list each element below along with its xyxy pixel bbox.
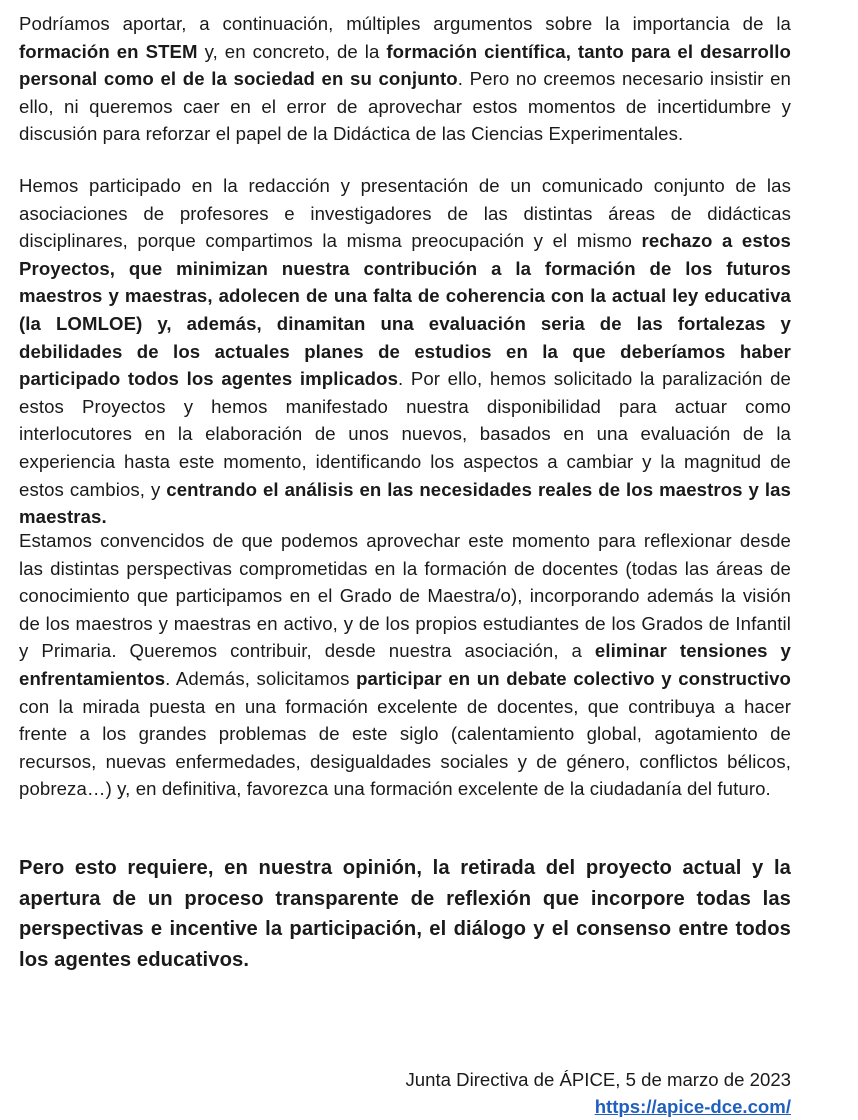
text-run: y, en concreto, de la	[197, 40, 387, 62]
paragraph-stem-formation	[19, 10, 791, 148]
text-run: . Además, solicitamos	[165, 667, 357, 689]
bold-text: formación en STEM	[19, 40, 198, 62]
signature-line: Junta Directiva de ÁPICE, 5 de marzo de 2023	[405, 1069, 791, 1090]
text-run: . Pero no creemos necesario insistir en ello, ni queremos caer en el error de aprovechar estos momentos de incertidumbre y discusión para reforzar el papel de la Didáctica de las Ciencias Experimentales.	[19, 68, 792, 145]
paragraph-reflection-debate	[19, 527, 791, 803]
paragraph-conclusion	[19, 853, 791, 975]
bold-text: participar en un debate colectivo y constructivo	[356, 667, 791, 689]
signature-block	[405, 1066, 791, 1120]
website-link[interactable]: https://apice-dce.com/	[594, 1096, 791, 1117]
text-run: con la mirada puesta en una formación excelente de docentes, que contribuya a hacer frente a los grandes problemas de este siglo (calentamiento global, agotamiento de recursos, nuevas enfermedades, desigualdades sociales y de género, conflictos bélicos, pobreza…) y, en definitiva, favorezca una formación excelente de la ciudadanía del futuro.	[19, 695, 791, 800]
text-run: Podríamos aportar, a continuación, múltiples argumentos sobre la importancia de la	[19, 13, 791, 34]
bold-text: formación científica, tanto para el desarrollo personal como el de la sociedad en su conjunto	[19, 40, 791, 90]
bold-text: centrando el análisis en las necesidades reales de los maestros y las maestras.	[19, 478, 791, 528]
text-run: Pero esto requiere, en nuestra opinión, la retirada del proyecto actual y la apertura de un proceso transparente de reflexión que incorpore todas las perspectivas e incentive la participación, el diálogo y el consenso entre todos los agentes educativos.	[19, 857, 791, 971]
text-run: Hemos participado en la redacción y presentación de un comunicado conjunto de las asociaciones de profesores e investigadores de las distintas áreas de didácticas disciplinares, porque compartimos la misma preocupación y el mismo	[19, 175, 791, 252]
bold-text: eliminar tensiones y enfrentamientos	[19, 640, 791, 689]
text-run: Estamos convencidos de que podemos aprovechar este momento para reflexionar desde las distintas perspectivas comprometidas en la formación de docentes (todas las áreas de conocimiento que participamos en el Grado de Maestra/o), incorporando además la visión de los maestros y maestras en activo, y de los propios estudiantes de los Grados de Infantil y Primaria. Queremos contribuir, desde nuestra asociación, a	[19, 530, 791, 662]
paragraph-joint-statement	[19, 172, 791, 531]
bold-text: rechazo a estos Proyectos, que minimizan nuestra contribución a la formación de los futuros maestros y maestras, adolecen de una falta de coherencia con la actual ley educativa (la LOMLOE) y, además, dinamitan una evaluación seria de las fortalezas y debilidades de los actuales planes de estudios en la que deberíamos haber participado todos los agentes implicados	[19, 230, 791, 390]
text-run: . Por ello, hemos solicitado la paralización de estos Proyectos y hemos manifestado nuestra disponibilidad para actuar como interlocutores en la elaboración de unos nuevos, basados en una evaluación de la experiencia hasta este momento, identificando los aspectos a cambiar y la magnitud de estos cambios, y	[19, 368, 791, 500]
